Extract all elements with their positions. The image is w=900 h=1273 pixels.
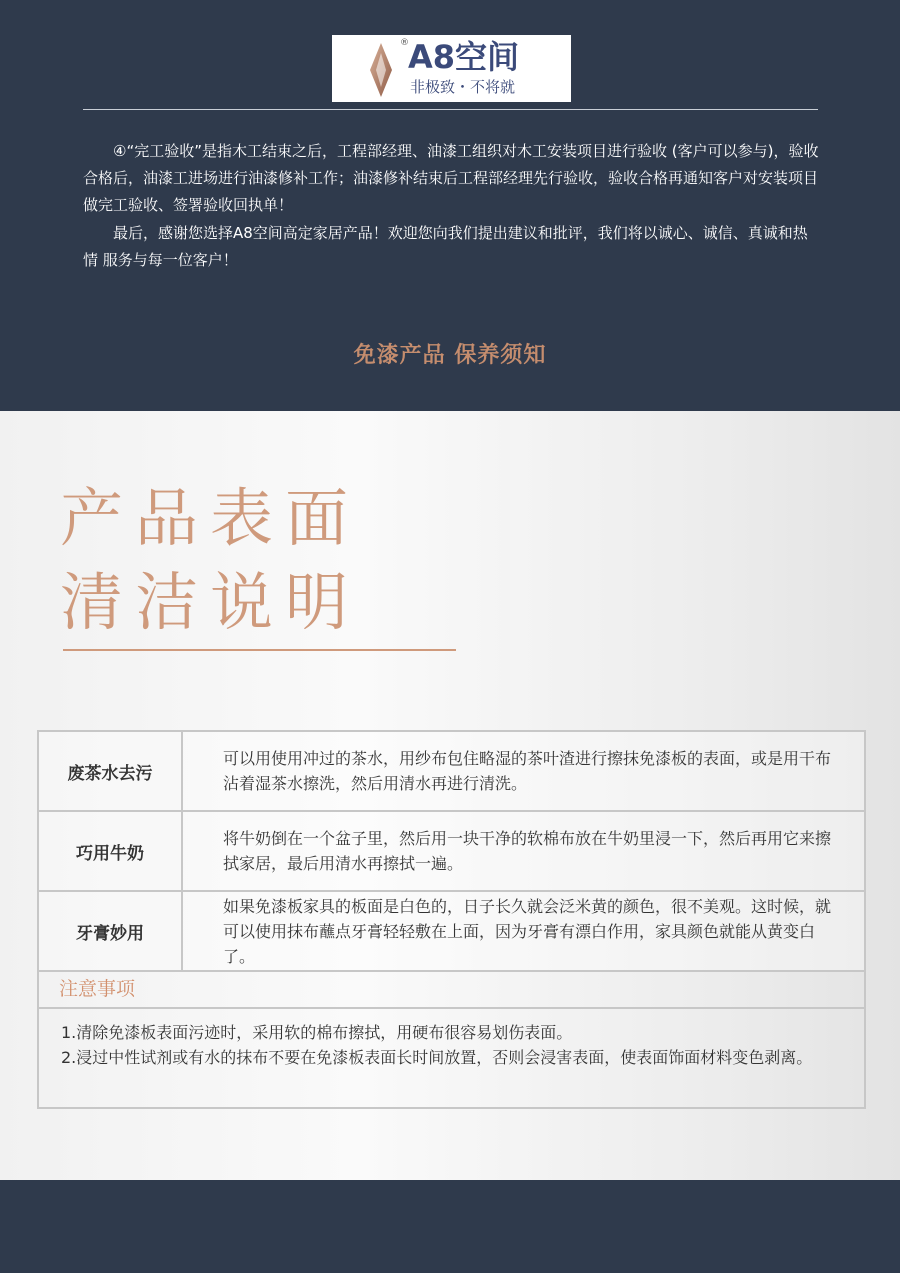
notes-heading: 注意事项 <box>39 971 864 1009</box>
cleaning-title-line-1: 产品表面 <box>60 482 360 555</box>
title-underline <box>63 649 456 651</box>
cleaning-title-line-2: 清洁说明 <box>60 566 360 639</box>
tip-text: 将牛奶倒在一个盆子里，然后用一块干净的软棉布放在牛奶里浸一下，然后再用它来擦拭家居，最后用清水再擦拭一遍。 <box>182 811 865 891</box>
table-row <box>38 731 865 811</box>
list-item: 1.清除免漆板表面污迹时，采用软的棉布擦拭，用硬布很容易划伤表面。 <box>61 1023 573 1042</box>
table-row <box>38 811 865 891</box>
footer-band <box>0 1180 900 1273</box>
diamond-logo-icon <box>370 43 392 97</box>
section-heading: 免漆产品 保养须知 <box>353 343 547 368</box>
cleaning-section <box>0 411 900 1180</box>
acceptance-paragraph: ④“完工验收”是指木工结束之后，工程部经理、油漆工组织对木工安装项目进行验收 (客户可以参与)，验收合格后，油漆工进场进行油漆修补工作；油漆修补结束后工程部经理先行验收，验收合格再通知客户对安装项目做完工验收、签署验收回执单！ <box>83 142 819 214</box>
tip-label: 废茶水去污 <box>38 731 182 811</box>
thanks-paragraph: 最后，感谢您选择A8空间高定家居产品！欢迎您向我们提出建议和批评，我们将以诚心、诚信、真诚和热情 服务与每一位客户！ <box>83 224 808 269</box>
tip-label: 牙膏妙用 <box>38 891 182 971</box>
registered-mark: ® <box>400 38 409 48</box>
brand-slogan: 非极致・不将就 <box>410 78 516 96</box>
cleaning-tips-table <box>37 730 866 972</box>
top-section <box>0 0 900 411</box>
notes-list <box>39 1009 864 1070</box>
tip-label: 巧用牛奶 <box>38 811 182 891</box>
notes-box <box>37 971 866 1109</box>
tip-text: 可以用使用冲过的茶水，用纱布包住略湿的茶叶渣进行擦抹免漆板的表面，或是用干布沾着湿茶水擦洗，然后用清水再进行清洗。 <box>182 731 865 811</box>
list-item: 2.浸过中性试剂或有水的抹布不要在免漆板表面长时间放置，否则会浸害表面，使表面饰面材料变色剥离。 <box>61 1048 813 1067</box>
divider <box>83 109 818 110</box>
table-row <box>38 891 865 971</box>
tip-text: 如果免漆板家具的板面是白色的，日子长久就会泛米黄的颜色，很不美观。这时候，就可以使用抹布蘸点牙膏轻轻敷在上面，因为牙膏有漂白作用，家具颜色就能从黄变白了。 <box>182 891 865 971</box>
brand-logo <box>332 35 571 102</box>
brand-name: A8空间 <box>408 38 520 76</box>
